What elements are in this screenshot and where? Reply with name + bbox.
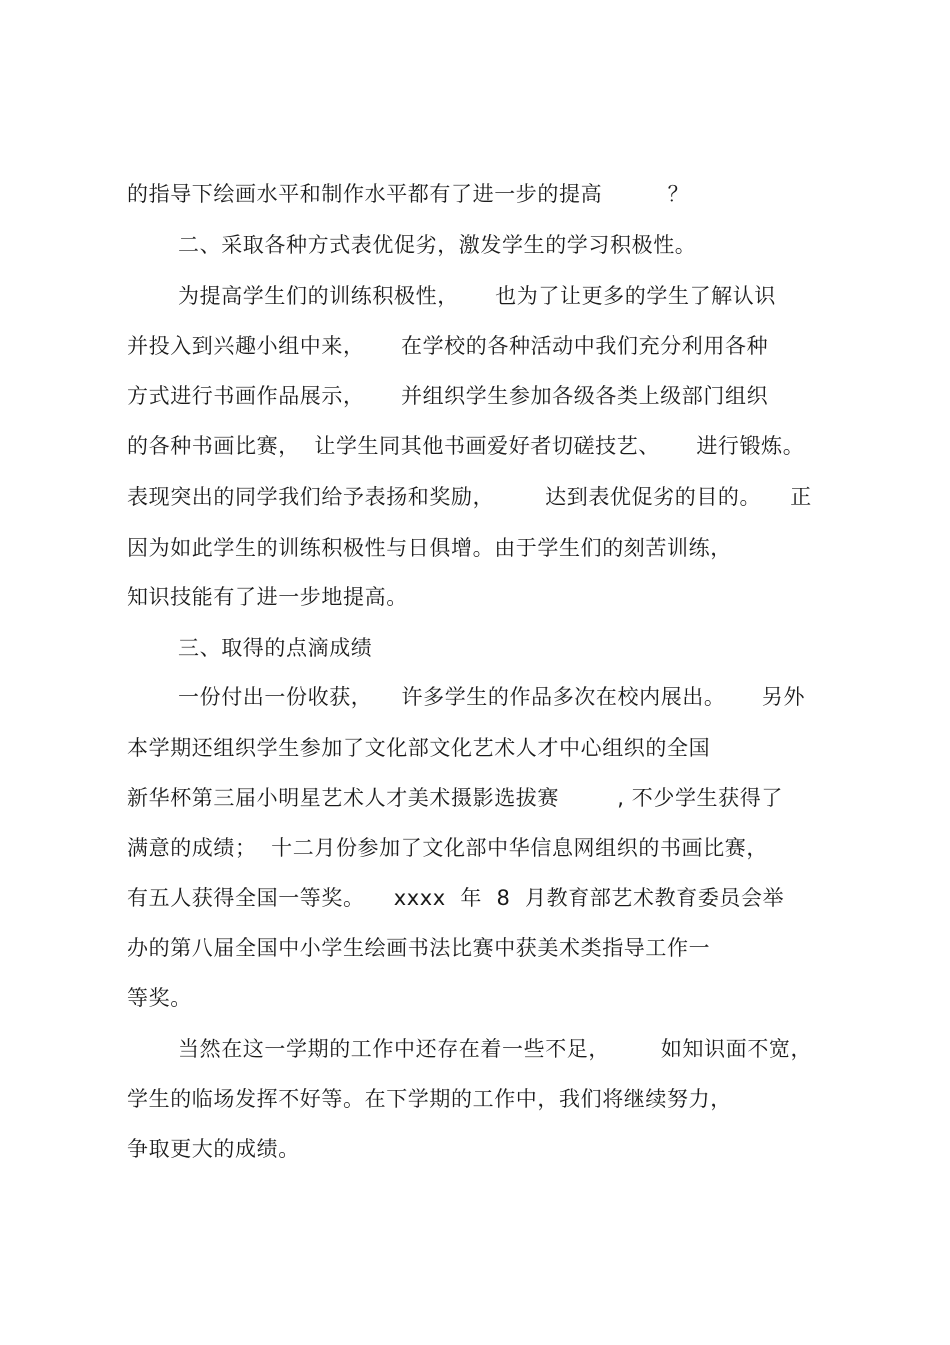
text-line: 表现突出的同学我们给予表扬和奖励， 达到表优促劣的目的。 正 bbox=[127, 485, 812, 509]
text-line: 的指导下绘画水平和制作水平都有了进一步的提高 ？ bbox=[127, 182, 690, 206]
text-line: 因为如此学生的训练积极性与日俱增。由于学生们的刻苦训练， bbox=[127, 536, 732, 560]
text-line: 一份付出一份收获， 许多学生的作品多次在校内展出。 另外 bbox=[178, 685, 806, 709]
text-line: 学生的临场发挥不好等。在下学期的工作中，我们将继续努力， bbox=[127, 1087, 732, 1111]
section-heading-2: 二、采取各种方式表优促劣，激发学生的学习积极性。 bbox=[178, 233, 697, 257]
text-line: 并投入到兴趣小组中来， 在学校的各种活动中我们充分利用各种 bbox=[127, 334, 769, 358]
section-heading-3: 三、取得的点滴成绩 bbox=[178, 636, 373, 660]
text-line: 争取更大的成绩。 bbox=[127, 1137, 300, 1161]
text-line: 当然在这一学期的工作中还存在着一些不足， 如知识面不宽， bbox=[178, 1037, 813, 1061]
text-line: 满意的成绩； 十二月份参加了文化部中华信息网组织的书画比赛， bbox=[127, 836, 768, 860]
text-line: 办的第八届全国中小学生绘画书法比赛中获美术类指导工作一 bbox=[127, 936, 711, 960]
text-line: 为提高学生们的训练积极性， 也为了让更多的学生了解认识 bbox=[178, 284, 776, 308]
text-line: 方式进行书画作品展示， 并组织学生参加各级各类上级部门组织 bbox=[127, 384, 769, 408]
text-line: 本学期还组织学生参加了文化部文化艺术人才中心组织的全国 bbox=[127, 736, 711, 760]
text-line: 有五人获得全国一等奖。 xxxx 年 8 月教育部艺术教育委员会举 bbox=[127, 886, 785, 910]
text-line: 等奖。 bbox=[127, 986, 192, 1010]
text-line: 新华杯第三届小明星艺术人才美术摄影选拔赛 , 不少学生获得了 bbox=[127, 786, 783, 810]
text-line: 知识技能有了进一步地提高。 bbox=[127, 585, 408, 609]
text-line: 的各种书画比赛， 让学生同其他书画爱好者切磋技艺、 进行锻炼。 bbox=[127, 434, 805, 458]
